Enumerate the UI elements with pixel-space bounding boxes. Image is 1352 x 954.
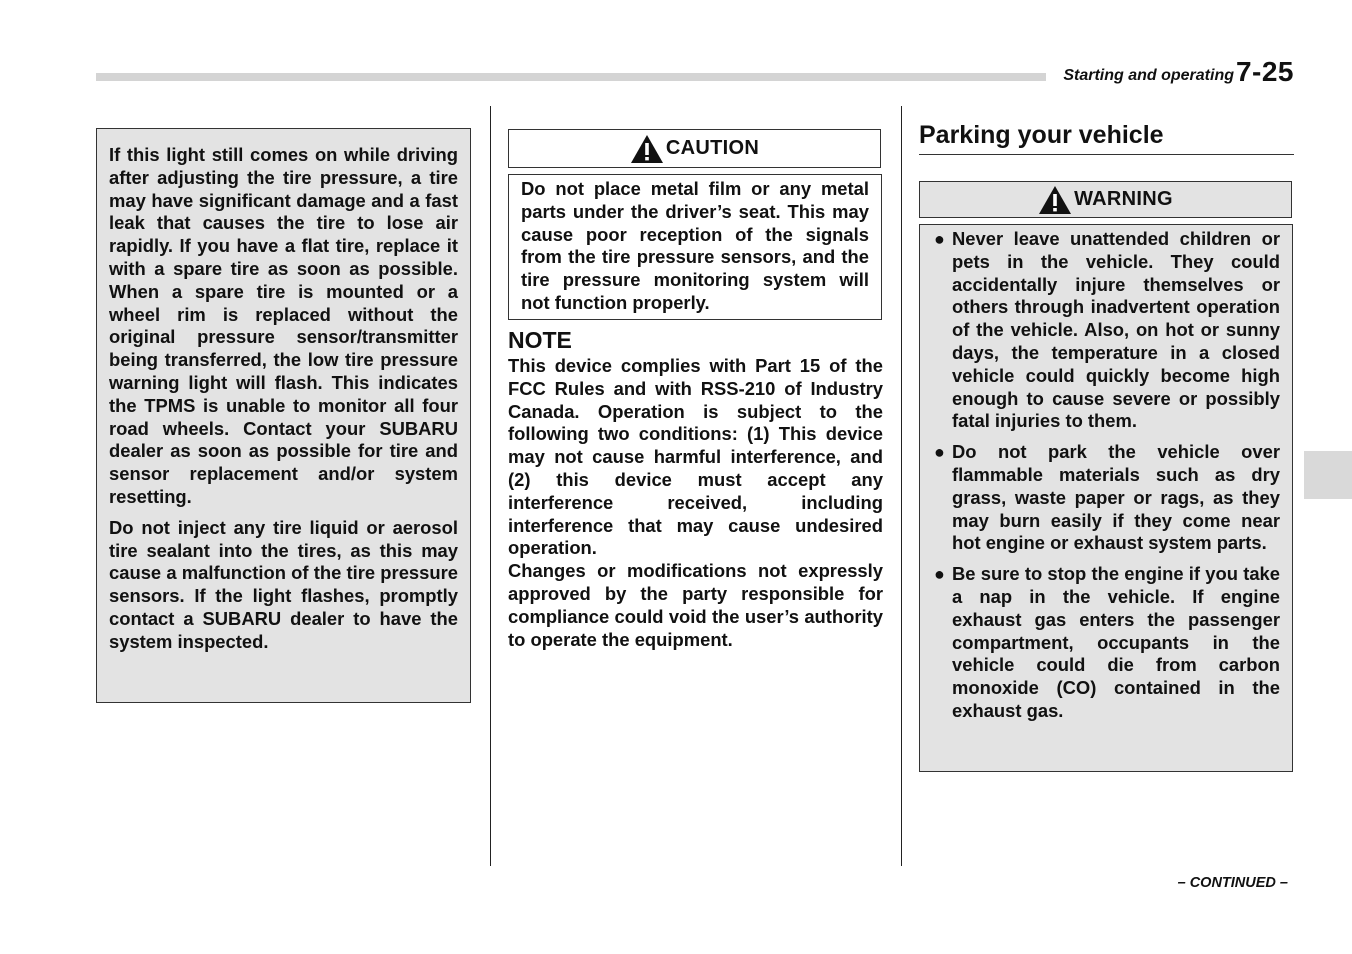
warning-body [919, 224, 1293, 772]
warning-text-label: WARNING [1074, 188, 1173, 210]
caution-text-label: CAUTION [665, 137, 760, 159]
header-section-title: Starting and operating [1063, 67, 1234, 84]
column-divider [901, 106, 902, 866]
note-body [508, 355, 883, 651]
bullet-text: Do not park the vehicle over flammable materials such as dry grass, waste paper or rags, as they may burn easily if they come near hot engine or exhaust system parts. [952, 441, 1280, 554]
bullet-text: Never leave unattended children or pets in the vehicle. They could accidentally injure themselves or others through inadvertent operation of the vehicle. Also, on hot or sunny days, the temperature in a closed vehicle could quickly become high enough to cause severe or possibly fatal injuries to them. [952, 228, 1280, 432]
warning-triangle-icon [1038, 185, 1072, 215]
bullet-icon: ● [934, 442, 945, 463]
warning-label [919, 181, 1292, 218]
bullet-text: Be sure to stop the engine if you take a nap in the vehicle. If engine exhaust gas enters the passenger compartment, occupants in the vehicle could die from carbon monoxide (CO) contained in the exhaust gas. [952, 563, 1280, 721]
warning-triangle-icon [630, 134, 664, 164]
tpms-paragraph: If this light still comes on while driving after adjusting the tire pressure, a tire may have significant damage and a fast leak that causes the tire to lose air rapidly. If you have a flat tire, replace it with a spare tire as soon as possible. When a spare tire is mounted or a wheel rim is replaced without the original pressure sensor/transmitter being transferred, the low tire pressure warning light will flash. This indicates the TPMS is unable to monitor all four road wheels. Contact your SUBARU dealer as soon as possible for tire and sensor replacement and/or system resetting. [109, 144, 458, 507]
sealant-paragraph: Do not inject any tire liquid or aerosol tire sealant into the tires, as this may cause a malfunction of the tire pressure sensors. If the light flashes, promptly contact a SUBARU dealer to have the system inspected. [109, 516, 458, 652]
section-title: Parking your vehicle [919, 121, 1294, 155]
caution-label [508, 129, 881, 168]
continued-footer: – CONTINUED – [1177, 875, 1288, 891]
note-title: NOTE [508, 327, 572, 353]
bullet-icon: ● [934, 229, 945, 249]
caution-paragraph: Do not place metal film or any metal parts under the driver’s seat. This may cause poor reception of the signals from the tire pressure sensors, and the tire pressure monitoring system will not function properly. [521, 178, 869, 313]
note-paragraph-changes: Changes or modifications not expressly approved by the party responsible for compliance could void the user’s authority to operate the equipment. [508, 560, 883, 650]
page-number: 7-25 [1235, 56, 1294, 87]
header-bar [96, 73, 1046, 81]
list-item [932, 228, 1280, 433]
note-paragraph-fcc: This device complies with Part 15 of the FCC Rules and with RSS-210 of Industry Canada. Operation is subject to the following two conditions: (1) This device may not cause harmful interference, and (2) this device must accept any interference received, including interference that may cause undesired operation. [508, 355, 883, 559]
list-item [932, 441, 1280, 555]
tpms-info-box [96, 128, 471, 703]
bullet-icon: ● [934, 564, 945, 585]
column-divider [490, 106, 491, 866]
caution-body [508, 174, 882, 320]
chapter-tab [1304, 451, 1352, 499]
list-item [932, 563, 1280, 723]
